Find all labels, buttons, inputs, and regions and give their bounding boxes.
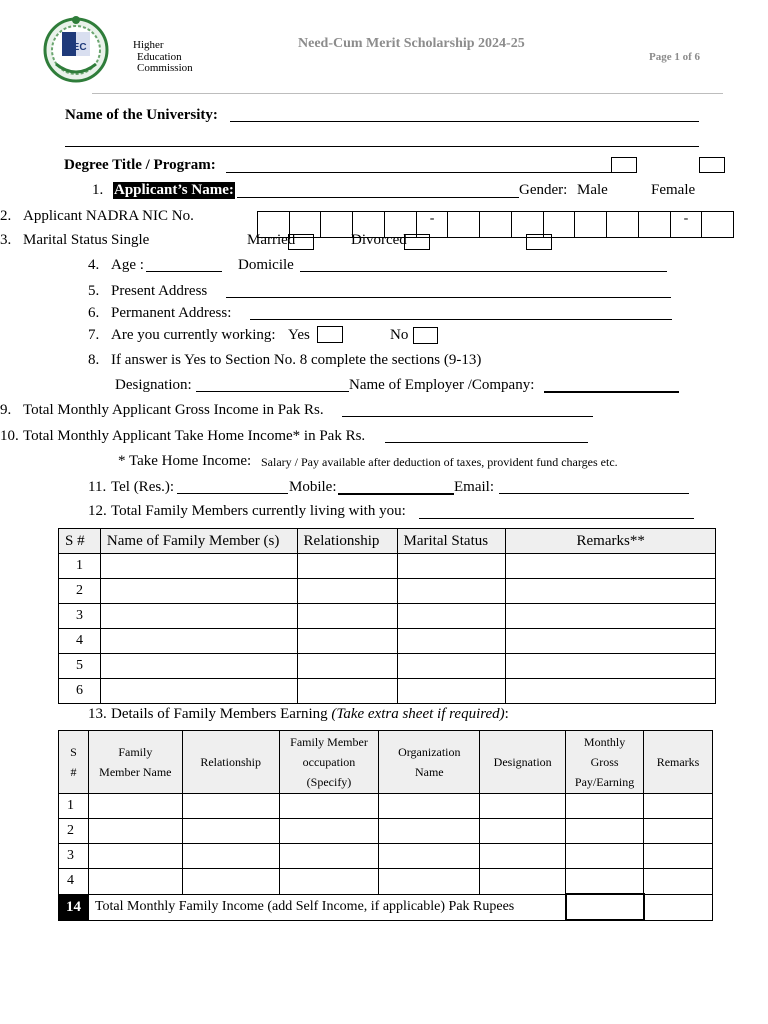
- takehome-note-text: Salary / Pay available after deduction of taxes, provident fund charges etc.: [261, 455, 618, 469]
- gross-income-label: Total Monthly Applicant Gross Income in Pak Rs.: [23, 402, 324, 418]
- monthly-gross-cell[interactable]: [566, 869, 644, 895]
- nic-box[interactable]: [639, 212, 671, 237]
- members-label: Total Family Members currently living with you:: [111, 503, 406, 519]
- relationship-cell[interactable]: [297, 579, 397, 604]
- col-header-member-name: Family Member Name: [88, 731, 182, 794]
- details-colon: :: [504, 706, 509, 722]
- svg-text:HEC: HEC: [65, 42, 87, 53]
- designation-cell[interactable]: [480, 794, 566, 819]
- remarks-cell[interactable]: [506, 579, 716, 604]
- family-table-header-row: [59, 529, 716, 554]
- degree-label: Degree Title / Program:: [64, 157, 216, 173]
- married-checkbox[interactable]: [288, 234, 314, 250]
- employer-field[interactable]: [544, 391, 679, 393]
- degree-checkbox-1[interactable]: [611, 157, 637, 173]
- nic-label: Applicant NADRA NIC No.: [23, 208, 194, 224]
- row-number: 2: [59, 579, 101, 604]
- degree-checkbox-2[interactable]: [699, 157, 725, 173]
- marital-status-cell[interactable]: [397, 604, 506, 629]
- takehome-note-label: * Take Home Income:: [118, 453, 252, 469]
- takehome-income-label: Total Monthly Applicant Take Home Income* in Pak Rs.: [23, 428, 366, 444]
- header-divider: [92, 93, 723, 94]
- university-field[interactable]: [230, 121, 699, 122]
- monthly-gross-cell[interactable]: [566, 819, 644, 844]
- working-yes-checkbox[interactable]: [317, 326, 343, 343]
- organization-cell[interactable]: [379, 869, 480, 895]
- marital-divorced-option[interactable]: Divorced: [351, 232, 407, 248]
- gender-label: Gender:: [519, 182, 568, 198]
- member-name-cell[interactable]: [88, 869, 182, 895]
- age-label: Age :: [111, 257, 144, 273]
- remarks-cell[interactable]: [506, 604, 716, 629]
- working-no-checkbox[interactable]: [413, 327, 438, 344]
- nic-box[interactable]: [575, 212, 607, 237]
- nic-box[interactable]: [448, 212, 480, 237]
- marital-status-cell[interactable]: [397, 579, 506, 604]
- table-row: [59, 679, 716, 704]
- single-checkbox[interactable]: [526, 234, 552, 250]
- details-heading: [111, 706, 509, 723]
- remarks-cell[interactable]: [506, 554, 716, 579]
- relationship-cell[interactable]: [297, 679, 397, 704]
- university-label: Name of the University:: [65, 107, 218, 123]
- remarks-cell[interactable]: [644, 869, 713, 895]
- present-address-label: Present Address: [111, 283, 208, 299]
- working-yes-option: Yes: [288, 327, 310, 343]
- working-no-option: No: [390, 327, 409, 343]
- row-number: 5: [59, 654, 101, 679]
- page-number: Page 1 of 6: [649, 51, 701, 63]
- divorced-checkbox[interactable]: [404, 234, 430, 250]
- applicant-name-label: Applicant’s Name:: [114, 182, 234, 198]
- row-number: 3: [59, 844, 89, 869]
- table-row: [59, 869, 713, 895]
- col-header-sno: S #: [59, 529, 101, 554]
- col-header-monthly-gross: Monthly Gross Pay/Earning: [566, 731, 644, 794]
- relationship-cell[interactable]: [297, 554, 397, 579]
- working-number: 7.: [88, 327, 100, 343]
- member-name-cell[interactable]: [100, 604, 297, 629]
- marital-label: Marital Status: [23, 232, 108, 248]
- form-title: Need-Cum Merit Scholarship 2024-25: [298, 36, 525, 51]
- row-number: 2: [59, 819, 89, 844]
- org-name-line-3: Commission: [137, 62, 193, 74]
- relationship-cell[interactable]: [182, 869, 279, 895]
- occupation-cell[interactable]: [279, 869, 379, 895]
- relationship-cell[interactable]: [297, 604, 397, 629]
- relationship-cell[interactable]: [182, 844, 279, 869]
- total-income-row: [59, 894, 713, 920]
- gender-female-option[interactable]: Female: [651, 182, 696, 198]
- details-number: 13.: [88, 706, 107, 722]
- occupation-cell[interactable]: [279, 844, 379, 869]
- age-field[interactable]: [146, 271, 222, 272]
- member-name-cell[interactable]: [100, 654, 297, 679]
- table-row: [59, 629, 716, 654]
- organization-cell[interactable]: [379, 844, 480, 869]
- table-row: [59, 794, 713, 819]
- table-row: [59, 654, 716, 679]
- row-number: 3: [59, 604, 101, 629]
- nic-dash: -: [417, 212, 449, 237]
- total-income-remarks[interactable]: [644, 894, 713, 920]
- row-number: 1: [59, 554, 101, 579]
- organization-cell[interactable]: [379, 794, 480, 819]
- tel-number: 11.: [88, 479, 107, 495]
- earnings-table-header-row: [59, 731, 713, 794]
- gender-male-option[interactable]: Male: [577, 182, 608, 198]
- organization-cell[interactable]: [379, 819, 480, 844]
- mobile-field[interactable]: [338, 493, 454, 495]
- table-row: [59, 844, 713, 869]
- gross-income-number: 9.: [0, 402, 12, 418]
- nic-number: 2.: [0, 208, 12, 224]
- members-number: 12.: [88, 503, 107, 519]
- table-row: [59, 819, 713, 844]
- member-name-cell[interactable]: [88, 844, 182, 869]
- member-name-cell[interactable]: [100, 629, 297, 654]
- col-header-organization: Organization Name: [379, 731, 480, 794]
- marital-status-cell[interactable]: [397, 629, 506, 654]
- remarks-cell[interactable]: [644, 844, 713, 869]
- details-label: Details of Family Members Earning: [111, 706, 328, 722]
- member-name-cell[interactable]: [88, 819, 182, 844]
- age-number: 4.: [88, 257, 100, 273]
- relationship-cell[interactable]: [182, 819, 279, 844]
- marital-married-option[interactable]: Married: [247, 232, 296, 248]
- permanent-address-label: Permanent Address:: [111, 305, 232, 321]
- university-field-line-2[interactable]: [65, 146, 699, 147]
- marital-status-cell[interactable]: [397, 654, 506, 679]
- relationship-cell[interactable]: [297, 629, 397, 654]
- designation-field[interactable]: [196, 391, 349, 392]
- takehome-income-field[interactable]: [385, 442, 588, 443]
- marital-status-cell[interactable]: [397, 554, 506, 579]
- relationship-cell[interactable]: [182, 794, 279, 819]
- member-name-cell[interactable]: [100, 579, 297, 604]
- row-number: 1: [59, 794, 89, 819]
- email-field[interactable]: [499, 493, 689, 494]
- col-header-occupation: Family Member occupation (Specify): [279, 731, 379, 794]
- nic-box[interactable]: [321, 212, 353, 237]
- marital-single-option[interactable]: Single: [111, 232, 150, 248]
- col-header-relationship: Relationship: [182, 731, 279, 794]
- designation-label: Designation:: [115, 377, 192, 393]
- table-row: [59, 579, 716, 604]
- occupation-cell[interactable]: [279, 794, 379, 819]
- total-income-field[interactable]: [566, 894, 644, 920]
- col-header-designation: Designation: [480, 731, 566, 794]
- member-name-cell[interactable]: [100, 554, 297, 579]
- nic-dash: -: [671, 212, 703, 237]
- details-note: (Take extra sheet if required): [331, 706, 505, 722]
- col-header-relationship: Relationship: [297, 529, 397, 554]
- designation-cell[interactable]: [480, 869, 566, 895]
- row-number: 4: [59, 869, 89, 895]
- designation-cell[interactable]: [480, 844, 566, 869]
- monthly-gross-cell[interactable]: [566, 794, 644, 819]
- col-header-member-name: Name of Family Member (s): [100, 529, 297, 554]
- col-header-remarks: Remarks**: [506, 529, 716, 554]
- family-members-table: [58, 528, 716, 704]
- member-name-cell[interactable]: [100, 679, 297, 704]
- remarks-cell[interactable]: [644, 794, 713, 819]
- gross-income-field[interactable]: [342, 416, 593, 417]
- members-field[interactable]: [419, 518, 694, 519]
- nic-input-boxes[interactable]: [257, 211, 734, 238]
- monthly-gross-cell[interactable]: [566, 844, 644, 869]
- email-label: Email:: [454, 479, 494, 495]
- member-name-cell[interactable]: [88, 794, 182, 819]
- occupation-cell[interactable]: [279, 819, 379, 844]
- ifyes-instruction: If answer is Yes to Section No. 8 complete the sections (9-13): [111, 352, 482, 368]
- hec-logo: [42, 14, 110, 86]
- family-earnings-table: [58, 730, 713, 921]
- total-row-number: 14: [59, 894, 89, 920]
- remarks-cell[interactable]: [644, 819, 713, 844]
- col-header-remarks: Remarks: [644, 731, 713, 794]
- row-number: 6: [59, 679, 101, 704]
- table-row: [59, 604, 716, 629]
- working-label: Are you currently working:: [111, 327, 276, 343]
- remarks-cell[interactable]: [506, 679, 716, 704]
- tel-field[interactable]: [177, 493, 288, 494]
- takehome-income-number: 10.: [0, 428, 19, 444]
- table-row: [59, 554, 716, 579]
- degree-field[interactable]: [226, 172, 612, 173]
- mobile-label: Mobile:: [289, 479, 337, 495]
- employer-label: Name of Employer /Company:: [349, 377, 535, 393]
- nic-box[interactable]: [702, 212, 733, 237]
- ifyes-number: 8.: [88, 352, 100, 368]
- applicant-name-field[interactable]: [237, 197, 519, 198]
- permanent-number: 6.: [88, 305, 100, 321]
- designation-cell[interactable]: [480, 819, 566, 844]
- marital-number: 3.: [0, 232, 12, 248]
- total-income-label: Total Monthly Family Income (add Self Income, if applicable) Pak Rupees: [88, 894, 565, 920]
- org-name-line-1: Higher: [133, 39, 164, 51]
- tel-label: Tel (Res.):: [111, 479, 175, 495]
- domicile-label: Domicile: [238, 257, 294, 273]
- applicant-number: 1.: [92, 182, 104, 198]
- nic-box[interactable]: [480, 212, 512, 237]
- domicile-field[interactable]: [300, 271, 667, 272]
- present-address-field[interactable]: [226, 297, 671, 298]
- nic-box[interactable]: [607, 212, 639, 237]
- remarks-cell[interactable]: [506, 629, 716, 654]
- relationship-cell[interactable]: [297, 654, 397, 679]
- col-header-sno: S #: [59, 731, 89, 794]
- remarks-cell[interactable]: [506, 654, 716, 679]
- marital-status-cell[interactable]: [397, 679, 506, 704]
- permanent-address-field[interactable]: [250, 319, 672, 320]
- org-name-line-2: Education: [137, 51, 182, 63]
- col-header-marital-status: Marital Status: [397, 529, 506, 554]
- present-number: 5.: [88, 283, 100, 299]
- row-number: 4: [59, 629, 101, 654]
